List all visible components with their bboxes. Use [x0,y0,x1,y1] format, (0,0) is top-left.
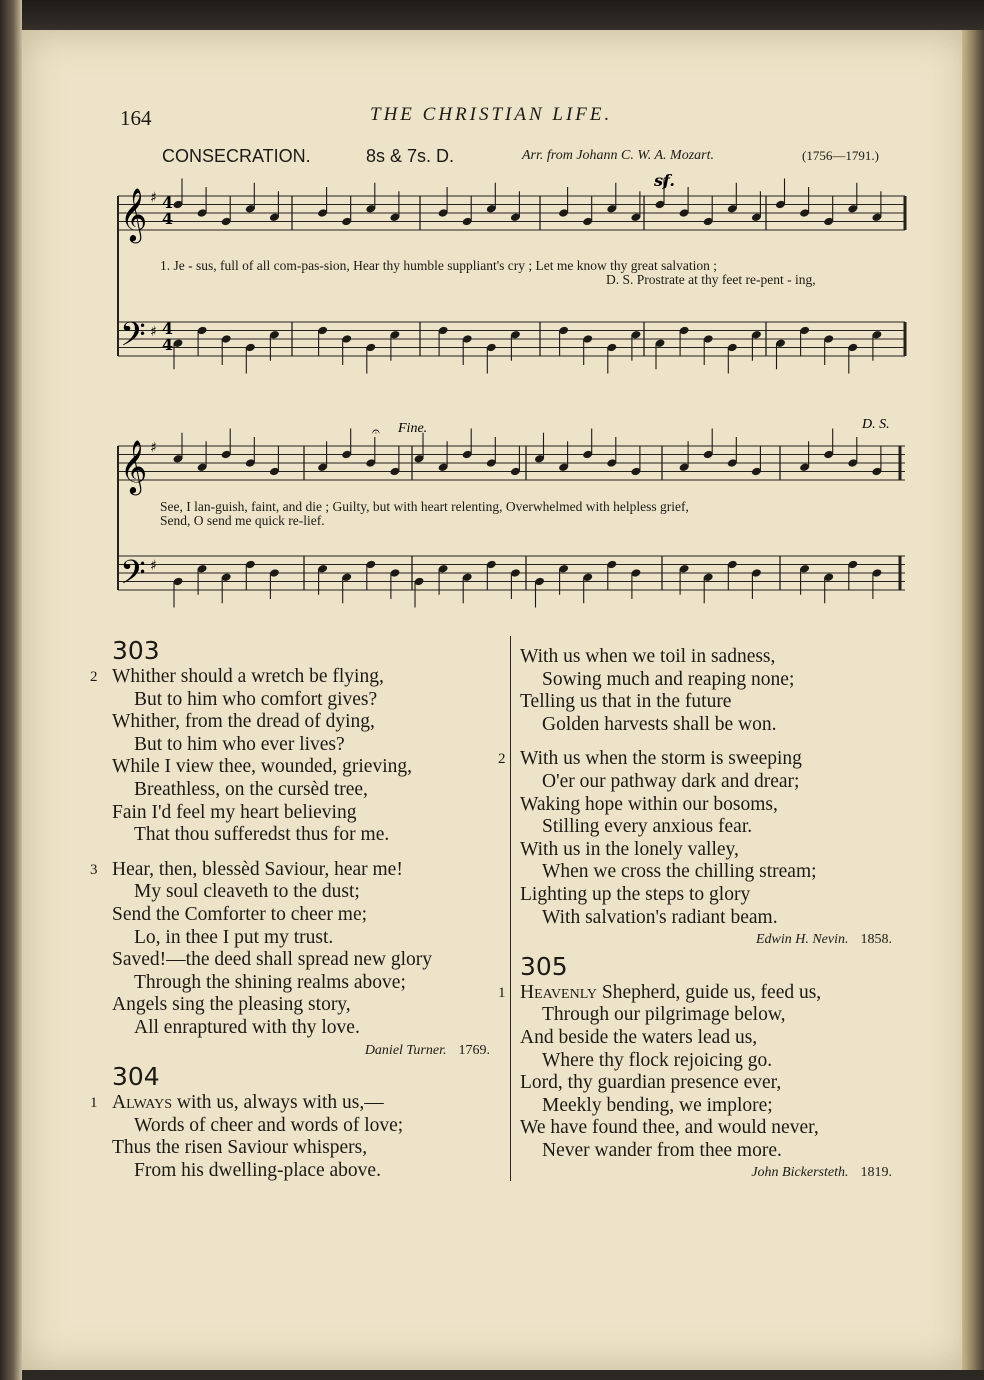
verse [498,981,906,1163]
verse-text: That thou sufferedst thus for me. [134,824,390,846]
verse-line [520,1027,906,1050]
hymn-attribution [112,1040,504,1063]
verse-text: Lord, thy guardian presence ever, [520,1072,782,1094]
hymn-year: 1819. [860,1165,892,1181]
first-word: Heavenly [520,981,597,1003]
verse-number: 2 [90,669,98,685]
time-signature: 4 [162,209,174,228]
verse-text: With salvation's radiant beam. [542,906,778,928]
verse-text: Thus the risen Saviour whispers, [112,1137,368,1159]
verse-line [112,927,504,950]
verse-line [520,907,906,930]
tune-composer: Arr. from Johann C. W. A. Mozart. [522,148,715,163]
composer-dates: (1756—1791.) [802,148,879,163]
verse-text: Whither should a wretch be flying, [112,666,384,687]
tune-meter: 8s & 7s. D. [366,146,455,166]
verse [498,748,906,929]
verse-text: Waking hope within our bosoms, [520,793,778,815]
verse-text: Lighting up the steps to glory [520,883,751,905]
verse-line [112,689,504,712]
verse-number: 1 [90,1095,98,1112]
fermata-icon: 𝄐 [372,424,380,440]
bass-clef-icon: 𝄢 [120,554,146,600]
verse-text: We have found thee, and would never, [520,1117,819,1139]
verse-text: Hear, then, blessèd Saviour, hear me! [112,858,403,880]
verse-text: But to him who ever lives? [134,733,345,755]
tune-name: CONSECRATION. [162,146,311,166]
verse-line [520,691,906,714]
verse [90,858,504,1040]
running-title: THE CHRISTIAN LIFE. [370,104,613,125]
verse-line [520,771,906,794]
time-signature: 4 [162,319,174,338]
sharp-icon: ♯ [150,440,157,456]
verse-text: Saved!—the deed shall spread new glory [112,949,433,971]
lyric-line: D. S. Prostrate at thy feet re-pent - ing, [606,272,816,287]
verse-line [498,748,906,771]
verse-line [90,858,504,882]
verse-text: Through our pilgrimage below, [542,1004,786,1026]
verse-text: Lo, in thee I put my trust. [134,926,334,948]
hymn-number: 303 [112,636,160,665]
page-number: 164 [120,106,152,130]
verse-text: When we cross the chilling stream; [542,861,817,883]
author-name: John Bickersteth. [751,1165,849,1181]
verse-number: 1 [498,984,506,1001]
verse-text: with us, always with us,— [171,1092,384,1114]
verse-number: 3 [90,861,98,878]
hymn-attribution [520,1162,906,1185]
verse-line [112,734,504,757]
lyric-line: See, I lan-guish, faint, and die ; Guilty, but with heart relenting, Overwhelmed with helpless grief, [160,499,689,514]
verse-line [112,904,504,927]
verse-text: With us in the lonely valley, [520,838,739,860]
first-word: Always [112,1092,172,1114]
verse-text: Telling us that in the future [520,691,732,713]
bass-clef-icon: 𝄢 [120,316,146,362]
verse-text: Angels sing the pleasing story, [112,994,351,1016]
verse-line [520,1117,906,1140]
verse-line [112,756,504,779]
forte-mark: sf. [654,171,675,190]
verse-line [112,881,504,904]
sharp-icon: ♯ [150,324,157,340]
verse-line [520,1140,906,1163]
verse-line [112,972,504,995]
verse-text: Fain I'd feel my heart believing [112,801,357,823]
author-name: Daniel Turner. [364,1042,447,1058]
verse-line [112,1160,504,1183]
time-signature: 4 [162,335,174,354]
time-signature: 4 [162,193,174,212]
verse-text: Words of cheer and words of love; [134,1114,404,1136]
verse-line [520,839,906,862]
verse-line [90,1092,504,1115]
verse-text: With us when the storm is sweeping [520,748,802,770]
verse-line [498,981,906,1005]
verse-line [112,994,504,1017]
verse-line [112,711,504,734]
verse-text: Breathless, on the cursèd tree, [134,778,368,800]
verse-line [520,1050,906,1073]
verse-line [112,1115,504,1138]
verse-line [112,1137,504,1160]
verse-line [520,669,906,692]
verse-text: Sowing much and reaping none; [542,668,795,690]
verse-text: Where thy flock rejoicing go. [542,1049,773,1071]
verse-text: While I view thee, wounded, grieving, [112,756,412,778]
lyric-line: Send, O send me quick re-lief. [160,513,325,528]
verse [90,1092,504,1182]
verse-line [112,949,504,972]
hymn-number: 304 [112,1062,160,1092]
lyric-line: 1. Je - sus, full of all com-pas-sion, Hear thy humble suppliant's cry ; Let me know thy great salvation ; [160,258,717,273]
verse-line [520,861,906,884]
verse-text: My soul cleaveth to the dust; [134,881,360,903]
verse-line [520,884,906,907]
sharp-icon: ♯ [150,190,157,206]
verse-text: Shepherd, guide us, feed us, [596,981,822,1003]
verse-text: O'er our pathway dark and drear; [542,770,800,792]
right-column [498,646,906,1185]
verse-text: And beside the waters lead us, [520,1026,758,1048]
verse-line [90,666,504,689]
sharp-icon: ♯ [150,558,157,574]
verse-text: Golden harvests shall be won. [542,713,777,735]
verse-line [520,794,906,817]
verse-line [112,802,504,825]
hymn-year: 1769. [458,1042,490,1058]
hymn-number: 305 [520,951,568,981]
verse-text: But to him who comfort gives? [134,688,378,710]
verse-text: Whither, from the dread of dying, [112,711,375,733]
verse-text: All enraptured with thy love. [134,1016,360,1038]
verse-line [520,1004,906,1027]
hymn-year: 1858. [860,932,892,948]
verse-line [520,1072,906,1095]
music-score [0,0,984,640]
hymn-attribution [520,929,906,952]
verse-line [112,824,504,847]
verse-line [520,1095,906,1118]
verse-text: Meekly bending, we implore; [542,1094,773,1116]
verse-text: Through the shining realms above; [134,971,406,993]
verse-text: Stilling every anxious fear. [542,816,753,838]
verse-line [520,816,906,839]
treble-clef-icon: 𝄞 [120,187,148,241]
verse [90,666,504,847]
verse-line [520,714,906,737]
verse-line [112,779,504,802]
column-divider [510,636,511,1181]
verse-text: Never wander from thee more. [542,1139,782,1161]
verse-number: 2 [498,751,506,768]
verse-text: Send the Comforter to cheer me; [112,903,368,925]
left-column [90,636,504,1182]
verse [520,646,906,736]
fine-mark: Fine. [398,421,428,436]
verse-line [520,646,906,669]
verse-text: With us when we toil in sadness, [520,646,776,667]
verse-line [112,1017,504,1040]
ds-mark: D. S. [862,417,890,432]
author-name: Edwin H. Nevin. [755,932,849,948]
verse-text: From his dwelling-place above. [134,1159,381,1181]
treble-clef-icon: 𝄞 [120,439,148,493]
